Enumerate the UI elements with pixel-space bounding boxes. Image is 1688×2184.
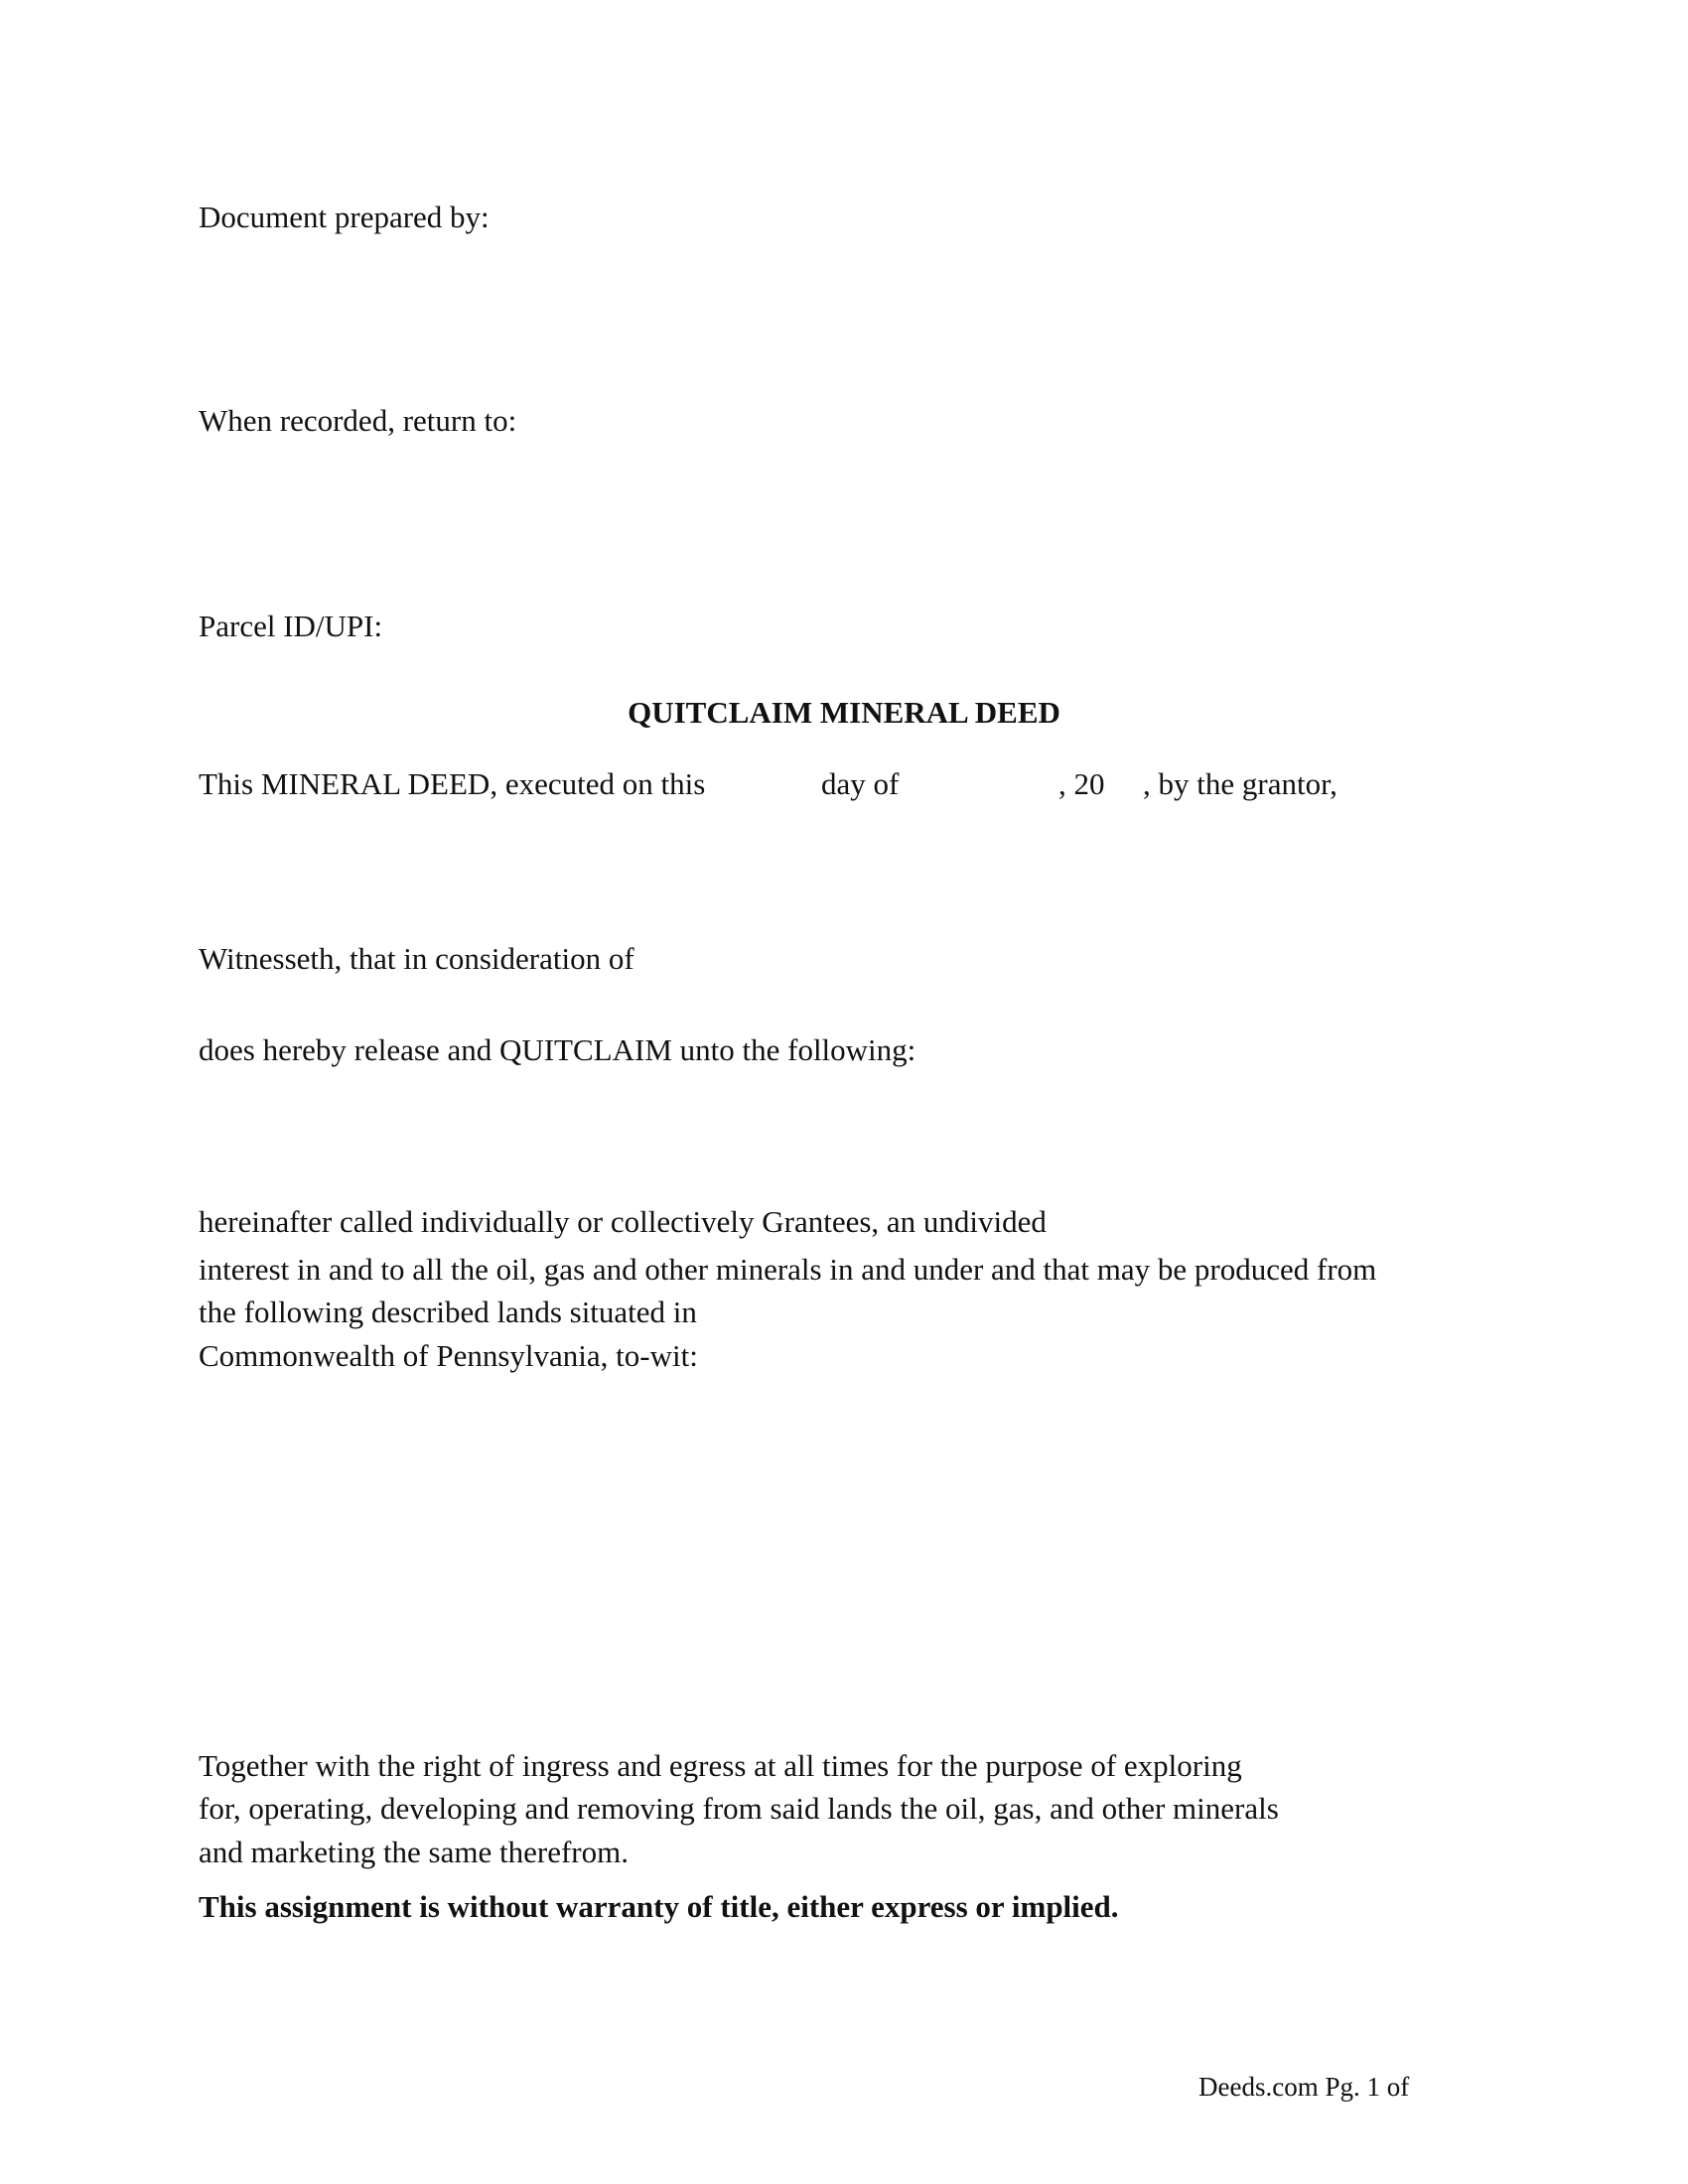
grantees-line-4: Commonwealth of Pennsylvania, to-wit: [199, 1338, 698, 1373]
prepared-by-label: Document prepared by: [199, 200, 490, 234]
ingress-line-3: and marketing the same therefrom. [199, 1835, 629, 1869]
execution-day-of: day of [821, 766, 900, 801]
ingress-line-2: for, operating, developing and removing from said lands the oil, gas, and other minerals [199, 1791, 1279, 1826]
return-to-label: When recorded, return to: [199, 403, 517, 438]
grantees-line-2: interest in and to all the oil, gas and other minerals in and under and that may be produced from [199, 1252, 1377, 1287]
execution-year-prefix: , 20 [1058, 766, 1105, 801]
grantees-line-3: the following described lands situated in [199, 1295, 697, 1329]
document-title: QUITCLAIM MINERAL DEED [628, 695, 1060, 730]
execution-text-start: This MINERAL DEED, executed on this [199, 766, 706, 801]
parcel-id-label: Parcel ID/UPI: [199, 609, 383, 643]
consideration-text: Witnesseth, that in consideration of [199, 941, 634, 976]
grantees-line-1: hereinafter called individually or collectively Grantees, an undivided [199, 1204, 1047, 1239]
execution-line [0, 768, 1688, 804]
ingress-line-1: Together with the right of ingress and egress at all times for the purpose of exploring [199, 1748, 1242, 1783]
release-text: does hereby release and QUITCLAIM unto the following: [199, 1032, 916, 1067]
page-footer: Deeds.com Pg. 1 of [1198, 2072, 1410, 2102]
warranty-notice: This assignment is without warranty of title, either express or implied. [199, 1889, 1119, 1924]
execution-grantor: , by the grantor, [1143, 766, 1337, 801]
